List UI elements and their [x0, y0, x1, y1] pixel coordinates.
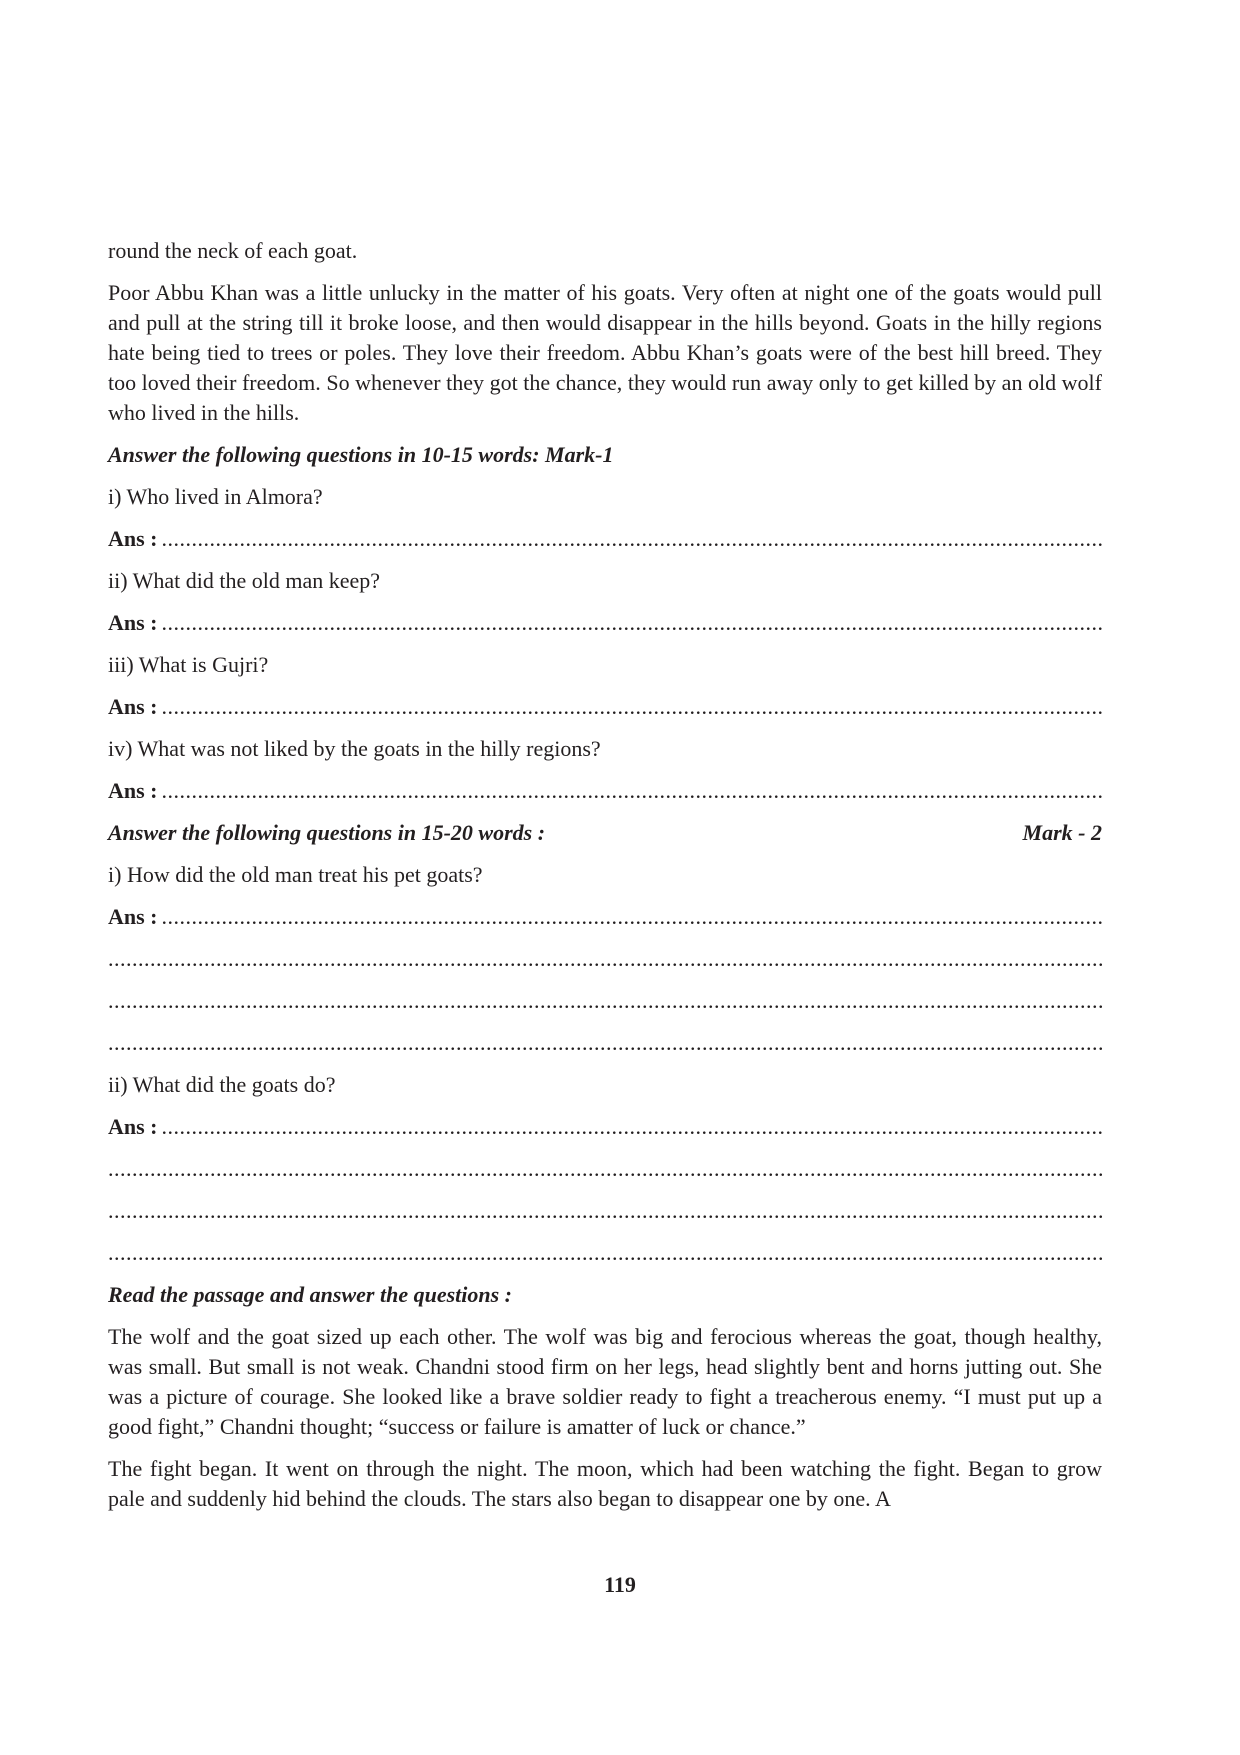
answer-continuation-line[interactable] [108, 944, 1102, 974]
answer-continuation-line[interactable] [108, 1028, 1102, 1058]
answer-line-2-2[interactable] [108, 1112, 1102, 1142]
answer-continuation-line[interactable] [108, 1196, 1102, 1226]
answer-line-1-1[interactable] [108, 524, 1102, 554]
section3-heading [108, 1280, 1102, 1310]
ans-label: Ans : [108, 610, 158, 635]
passage-paragraph-0: round the neck of each goat. [108, 238, 358, 263]
dotted-answer-space [162, 608, 1102, 638]
question-1-1: i) Who lived in Almora? [108, 484, 323, 509]
answer-line-1-3[interactable] [108, 692, 1102, 722]
question-2-2: ii) What did the goats do? [108, 1072, 336, 1097]
section2-mark: Mark - 2 [1022, 820, 1102, 845]
section1-heading [108, 440, 1102, 470]
answer-line-1-2[interactable] [108, 608, 1102, 638]
question-1-2: ii) What did the old man keep? [108, 568, 381, 593]
section2-heading-text: Answer the following questions in 15-20 words : [108, 820, 546, 845]
question-1-4: iv) What was not liked by the goats in the hilly regions? [108, 736, 601, 761]
answer-line-2-1[interactable] [108, 902, 1102, 932]
section2-heading [108, 818, 1102, 848]
page-number: 119 [604, 1572, 636, 1597]
dotted-answer-space [162, 1112, 1102, 1142]
page-content [108, 236, 1102, 1526]
ans-label: Ans : [108, 694, 158, 719]
answer-continuation-line[interactable] [108, 986, 1102, 1016]
answer-continuation-line[interactable] [108, 1238, 1102, 1268]
question-2-1: i) How did the old man treat his pet goats? [108, 862, 483, 887]
dotted-answer-space [162, 524, 1102, 554]
answer-line-1-4[interactable] [108, 776, 1102, 806]
passage-paragraph-1: Poor Abbu Khan was a little unlucky in the matter of his goats. Very often at night one of the goats would pull and pull at the string till it broke loose, and then would disappear in the hills beyond. Goats in the hilly regions hate being tied to trees or poles. They love their freedom. Abbu Khan’s goats were of the best hill breed. They too loved their freedom. So whenever they got the chance, they would run away only to get killed by an old wolf who lived in the hills. [108, 280, 1102, 425]
question-1-3: iii) What is Gujri? [108, 652, 269, 677]
section1-heading-text: Answer the following questions in 10-15 words: Mark-1 [108, 442, 614, 467]
ans-label: Ans : [108, 1114, 158, 1139]
passage2-paragraph-2: The fight began. It went on through the night. The moon, which had been watching the fight. Began to grow pale and suddenly hid behind the clouds. The stars also began to disappear one by one. A [108, 1456, 1102, 1511]
ans-label: Ans : [108, 904, 158, 929]
dotted-answer-space [162, 902, 1102, 932]
answer-continuation-line[interactable] [108, 1154, 1102, 1184]
ans-label: Ans : [108, 526, 158, 551]
dotted-answer-space [162, 776, 1102, 806]
ans-label: Ans : [108, 778, 158, 803]
section3-heading-text: Read the passage and answer the questions : [108, 1282, 512, 1307]
passage2-paragraph-1: The wolf and the goat sized up each other. The wolf was big and ferocious whereas the goat, though healthy, was small. But small is not weak. Chandni stood firm on her legs, head slightly bent and horns jutting out. She was a picture of courage. She looked like a brave soldier ready to fight a treacherous enemy. “I must put up a good fight,” Chandni thought; “success or failure is amatter of luck or chance.” [108, 1324, 1102, 1439]
dotted-answer-space [162, 692, 1102, 722]
